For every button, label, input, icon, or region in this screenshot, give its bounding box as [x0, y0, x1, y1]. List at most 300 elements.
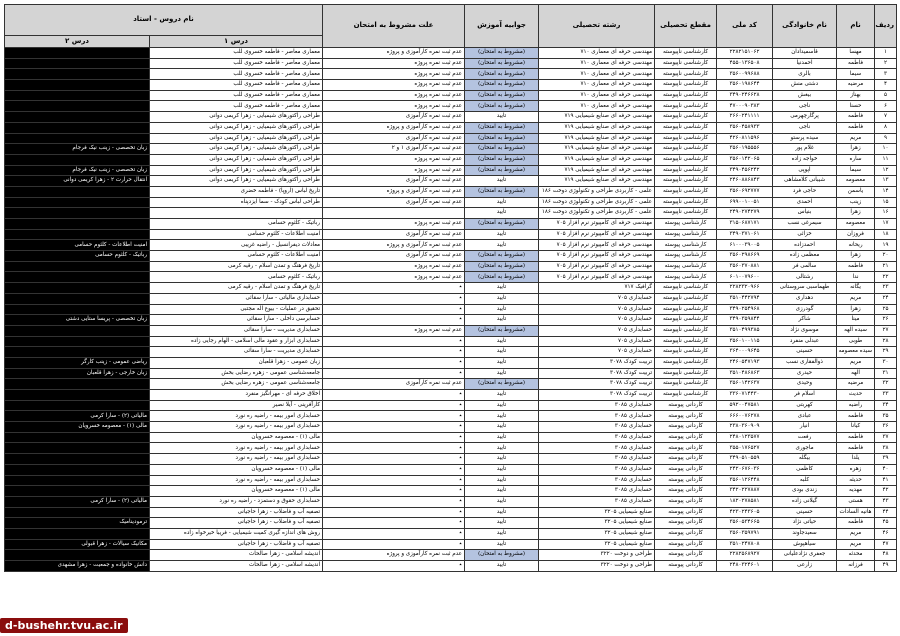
- cell-edu-answer: (مشروط به امتحان): [465, 133, 539, 144]
- cell-row-number: ۲۴: [875, 293, 897, 304]
- cell-reason: ٭: [323, 528, 465, 539]
- cell-row-number: ۷: [875, 112, 897, 123]
- cell-field: مهندسی حرفه ای کامپیوتر نرم افزار ۷۰۵: [539, 219, 655, 230]
- cell-level: کارشناسی ناپیوسته: [655, 165, 717, 176]
- cell-course-2: [5, 90, 150, 101]
- table-row: [5, 229, 897, 240]
- table-row: [5, 336, 897, 347]
- table-row: [5, 58, 897, 69]
- cell-field: صنایع شیمیایی ۳۲۰۵: [539, 528, 655, 539]
- cell-level: کارشناسی ناپیوسته: [655, 315, 717, 326]
- cell-field: حسابداری ۳۰۸۵: [539, 496, 655, 507]
- cell-field: صنایع شیمیایی ۳۲۰۵: [539, 539, 655, 550]
- cell-row-number: ۲۵: [875, 304, 897, 315]
- cell-level: کارشناسی ناپیوسته: [655, 144, 717, 155]
- cell-row-number: ۲۱: [875, 261, 897, 272]
- cell-level: کارشناسی ناپیوسته: [655, 58, 717, 69]
- table-row: [5, 48, 897, 59]
- cell-reason: عدم ثبت نمره پروژه: [323, 219, 465, 230]
- cell-field: مهندسی حرفه ای کامپیوتر نرم افزار ۷۰۵: [539, 272, 655, 283]
- cell-row-number: ۴۰: [875, 464, 897, 475]
- cell-reason: عدم ثبت نمره کارآموزی و پروژه: [323, 122, 465, 133]
- cell-name: یگانه: [837, 283, 875, 294]
- header-courses: نام دروس - استاد: [5, 5, 323, 36]
- cell-field: مهندسی حرفه ای صنایع شیمیایی ۷۱۹: [539, 165, 655, 176]
- cell-national-code: ۳۵۶۰۴۵۸۹۳۳: [717, 122, 773, 133]
- cell-row-number: ۴۳: [875, 496, 897, 507]
- cell-edu-answer: تایید: [465, 229, 539, 240]
- cell-national-code: ۳۵۶۰۲۹۸۶۶۹: [717, 251, 773, 262]
- cell-family: رشتالی: [773, 272, 837, 283]
- cell-course-2: [5, 400, 150, 411]
- cell-row-number: ۳۴: [875, 400, 897, 411]
- cell-course-1: طراحی راکتورهای شیمیایی - زهرا کریمی دوانی: [150, 112, 323, 123]
- cell-reason: ٭: [323, 561, 465, 572]
- table-row: [5, 69, 897, 80]
- cell-national-code: ۲۴۶۰۵۴۷۱۹۳: [717, 357, 773, 368]
- cell-edu-answer: (مشروط به امتحان): [465, 58, 539, 69]
- cell-edu-answer: تایید: [465, 400, 539, 411]
- cell-edu-answer: تایید: [465, 561, 539, 572]
- cell-family: انیار: [773, 422, 837, 433]
- cell-row-number: ۹: [875, 133, 897, 144]
- cell-level: کارشناسی ناپیوسته: [655, 283, 717, 294]
- cell-course-2: [5, 293, 150, 304]
- cell-name: مرضیه: [837, 379, 875, 390]
- cell-course-1: طراحی راکتورهای شیمیایی - زهرا کریمی دوانی: [150, 165, 323, 176]
- cell-course-1: رباتیک - کلثوم حسامی: [150, 219, 323, 230]
- table-row: [5, 432, 897, 443]
- cell-row-number: ۴۲: [875, 486, 897, 497]
- cell-name: مینا: [837, 315, 875, 326]
- cell-field: تربیت کودک ۳۰۷۸: [539, 379, 655, 390]
- cell-course-2: [5, 101, 150, 112]
- cell-field: حسابداری ۷۰۵: [539, 293, 655, 304]
- cell-level: کارشناسی ناپیوسته: [655, 208, 717, 219]
- cell-course-1: معادلات دیفرانسیل - راضیه غریبی: [150, 240, 323, 251]
- cell-course-1: حسابداری ابزار و عقود مالی اسلامی - الهام رجایی زاده: [150, 336, 323, 347]
- cell-reason: عدم ثبت نمره کارآموزی: [323, 112, 465, 123]
- cell-course-1: معماری معاصر - فاطمه خسروی للب: [150, 58, 323, 69]
- cell-field: حسابداری ۳۰۸۵: [539, 422, 655, 433]
- header-field: رشته تحصیلی: [539, 5, 655, 48]
- cell-reason: عدم ثبت نمره کارآموزی و پروژه: [323, 550, 465, 561]
- table-row: [5, 379, 897, 390]
- cell-row-number: ۴۱: [875, 475, 897, 486]
- cell-national-code: ۶۶۶۰۰۷۶۲۷۸: [717, 411, 773, 422]
- cell-family: غلام پور: [773, 144, 837, 155]
- cell-name: کیانا: [837, 422, 875, 433]
- cell-field: مهندسی حرفه ای کامپیوتر نرم افزار ۷۰۵: [539, 261, 655, 272]
- cell-level: کاردانی پیوسته: [655, 464, 717, 475]
- cell-name: مریم: [837, 133, 875, 144]
- cell-level: کارشناسی ناپیوسته: [655, 133, 717, 144]
- cell-name: هستی: [837, 496, 875, 507]
- cell-national-code: ۴۲۳۰۲۴۳۶۰۵: [717, 507, 773, 518]
- cell-reason: ٭: [323, 357, 465, 368]
- cell-course-1: حسابداری امور بیمه - راضیه ره نورد: [150, 475, 323, 486]
- table-row: [5, 496, 897, 507]
- cell-national-code: ۲۴۲۰۶۷۶۰۳۶: [717, 464, 773, 475]
- cell-course-2: [5, 486, 150, 497]
- cell-course-2: [5, 336, 150, 347]
- cell-course-1: طراحی راکتورهای شیمیایی - زهرا کریمی دوانی: [150, 144, 323, 155]
- cell-course-2: مالی (۱) - معصومه خسرویان: [5, 422, 150, 433]
- cell-course-1: طراحی راکتورهای شیمیایی - زهرا کریمی دوانی: [150, 133, 323, 144]
- cell-course-2: ترمودینامیک: [5, 518, 150, 529]
- cell-row-number: ۱۰: [875, 144, 897, 155]
- header-course-1: درس ۱: [150, 36, 323, 48]
- cell-edu-answer: تایید: [465, 518, 539, 529]
- cell-course-1: طراحی راکتورهای شیمیایی - زهرا کریمی دوانی: [150, 176, 323, 187]
- cell-row-number: ۴۶: [875, 528, 897, 539]
- cell-reason: عدم ثبت نمره پروژه: [323, 165, 465, 176]
- cell-course-2: [5, 347, 150, 358]
- cell-reason: [323, 208, 465, 219]
- cell-field: گرافیک ۷۱۷: [539, 283, 655, 294]
- header-family: نام خانوادگی: [773, 5, 837, 48]
- cell-level: کارشناسی ناپیوسته: [655, 48, 717, 59]
- cell-edu-answer: (مشروط به امتحان): [465, 122, 539, 133]
- cell-field: مهندسی حرفه ای کامپیوتر نرم افزار ۷۰۵: [539, 229, 655, 240]
- cell-family: وحیدی: [773, 379, 837, 390]
- cell-family: زارعی: [773, 561, 837, 572]
- table-row: [5, 240, 897, 251]
- cell-family: گودرزی: [773, 304, 837, 315]
- cell-family: بیگله: [773, 454, 837, 465]
- cell-level: کاردانی پیوسته: [655, 518, 717, 529]
- table-row: [5, 90, 897, 101]
- cell-course-1: حسابداری امور بیمه - راضیه ره نورد: [150, 443, 323, 454]
- cell-edu-answer: تایید: [465, 293, 539, 304]
- cell-name: بهناز: [837, 90, 875, 101]
- cell-course-1: تصفیه آب و فاضلاب - زهرا حاجیانی: [150, 518, 323, 529]
- cell-row-number: ۴۴: [875, 507, 897, 518]
- cell-field: مهندسی حرفه ای معماری ۷۱۰: [539, 69, 655, 80]
- cell-name: فاطمه: [837, 432, 875, 443]
- cell-reason: ٭: [323, 454, 465, 465]
- cell-name: فاطمه: [837, 112, 875, 123]
- cell-reason: عدم ثبت نمره کارآموزی و پروژه: [323, 48, 465, 59]
- cell-name: فاطمه: [837, 443, 875, 454]
- table-row: [5, 101, 897, 112]
- table-row: [5, 454, 897, 465]
- cell-national-code: ۳۵۱۰۴۴۲۷۹۴: [717, 293, 773, 304]
- cell-name: ریحانه: [837, 240, 875, 251]
- cell-course-2: [5, 507, 150, 518]
- cell-reason: عدم ثبت نمره پروژه: [323, 80, 465, 91]
- cell-course-1: مالی (۱) - معصومه خسرویان: [150, 486, 323, 497]
- table-row: [5, 144, 897, 155]
- cell-course-2: [5, 69, 150, 80]
- table-row: [5, 390, 897, 401]
- cell-national-code: ۳۴۹۰۲۴۶۶۲۸: [717, 90, 773, 101]
- cell-edu-answer: (مشروط به امتحان): [465, 272, 539, 283]
- cell-field: مهندسی حرفه ای معماری ۷۱۰: [539, 48, 655, 59]
- cell-name: سیما: [837, 69, 875, 80]
- cell-row-number: ۳۶: [875, 422, 897, 433]
- cell-reason: عدم ثبت نمره کارآموزی: [323, 251, 465, 262]
- cell-reason: ٭: [323, 293, 465, 304]
- cell-course-1: حسابداری مالیاتی - سارا سقائی: [150, 293, 323, 304]
- cell-course-2: [5, 432, 150, 443]
- cell-name: معصومه: [837, 176, 875, 187]
- table-row: [5, 272, 897, 283]
- cell-family: حیدری: [773, 368, 837, 379]
- cell-field: علمی - کاربردی طراحی و تکنولوژی دوخت ۱۸۶: [539, 197, 655, 208]
- cell-edu-answer: تایید: [465, 422, 539, 433]
- cell-name: حدیث: [837, 390, 875, 401]
- table-row: [5, 507, 897, 518]
- cell-edu-answer: تایید: [465, 464, 539, 475]
- cell-field: مهندسی حرفه ای معماری ۷۱۰: [539, 90, 655, 101]
- cell-course-2: ریاضی عمومی - زینب کارگر: [5, 357, 150, 368]
- cell-family: کهربتی: [773, 400, 837, 411]
- cell-course-1: حسابداری مدیریت - سارا سقائی: [150, 347, 323, 358]
- header-course-2: درس ۲: [5, 36, 150, 48]
- cell-field: مهندسی حرفه ای معماری ۷۱۰: [539, 58, 655, 69]
- table-row: [5, 357, 897, 368]
- cell-course-2: [5, 122, 150, 133]
- cell-level: کارشناسی ناپیوسته: [655, 186, 717, 197]
- cell-course-2: امنیت اطلاعات - کلثوم حسامی: [5, 240, 150, 251]
- table-row: [5, 368, 897, 379]
- cell-row-number: ۲۹: [875, 347, 897, 358]
- cell-level: کارشناسی ناپیوسته: [655, 347, 717, 358]
- cell-course-2: [5, 80, 150, 91]
- cell-course-1: معماری معاصر - فاطمه خسروی للب: [150, 90, 323, 101]
- cell-course-1: تاریخ فرهنگ و تمدن اسلام - رقیه کرمی: [150, 283, 323, 294]
- cell-field: مهندسی حرفه ای صنایع شیمیایی ۷۱۹: [539, 176, 655, 187]
- cell-field: مهندسی حرفه ای صنایع شیمیایی ۷۱۹: [539, 112, 655, 123]
- cell-family: موسوی نژاد: [773, 325, 837, 336]
- cell-family: پرگارچهرمی: [773, 112, 837, 123]
- cell-course-1: طراحی لباس کودک - سما ایزدپناه: [150, 197, 323, 208]
- cell-edu-answer: تایید: [465, 368, 539, 379]
- cell-row-number: ۳۱: [875, 368, 897, 379]
- cell-course-1: حسابداری امور بیمه - راضیه ره نورد: [150, 422, 323, 433]
- cell-edu-answer: تایید: [465, 539, 539, 550]
- cell-course-2: [5, 272, 150, 283]
- cell-level: کارشناسی پیوسته: [655, 219, 717, 230]
- table-row: [5, 261, 897, 272]
- cell-family: احمدنیا: [773, 58, 837, 69]
- table-row: [5, 176, 897, 187]
- cell-reason: عدم ثبت نمره کارآموزی: [323, 133, 465, 144]
- cell-national-code: ۴۲۶۰۸۱۱۵۹۶: [717, 133, 773, 144]
- cell-course-1: امنیت اطلاعات - کلثوم حسامی: [150, 251, 323, 262]
- header-name: نام: [837, 5, 875, 48]
- cell-row-number: ۲: [875, 58, 897, 69]
- cell-field: حسابداری ۷۰۵: [539, 347, 655, 358]
- cell-course-1: تصفیه آب و فاضلاب - زهرا حاجیانی: [150, 539, 323, 550]
- cell-field: طراحی و دوخت ۳۲۲۰: [539, 550, 655, 561]
- cell-family: سعیدجاوند: [773, 528, 837, 539]
- cell-national-code: ۴۵۵۰۱۳۶۵۰۸: [717, 58, 773, 69]
- cell-level: کارشناسی ناپیوسته: [655, 379, 717, 390]
- cell-level: کاردانی پیوسته: [655, 528, 717, 539]
- cell-family: ذوالفقاری نسب: [773, 357, 837, 368]
- cell-course-1: اخلاق حرفه ای - مهرانگیز منفرد: [150, 390, 323, 401]
- cell-course-2: مکانیک سیالات - زهرا قبولی: [5, 539, 150, 550]
- cell-edu-answer: (مشروط به امتحان): [465, 165, 539, 176]
- cell-reason: ٭: [323, 315, 465, 326]
- cell-field: حسابداری ۳۰۸۵: [539, 400, 655, 411]
- cell-name: مریم: [837, 528, 875, 539]
- cell-level: کارشناسی ناپیوسته: [655, 69, 717, 80]
- cell-family: خزائی: [773, 229, 837, 240]
- cell-course-2: مالیاتی (۲) - سارا کرمی: [5, 496, 150, 507]
- cell-course-1: رباتیک - کلثوم حسامی: [150, 272, 323, 283]
- table-row: [5, 122, 897, 133]
- cell-name: هانیه السادات: [837, 507, 875, 518]
- cell-row-number: ۵: [875, 90, 897, 101]
- cell-edu-answer: (مشروط به امتحان): [465, 550, 539, 561]
- table-row: [5, 219, 897, 230]
- cell-row-number: ۱۷: [875, 219, 897, 230]
- cell-course-1: معماری معاصر - فاطمه خسروی للب: [150, 48, 323, 59]
- cell-course-1: معماری معاصر - فاطمه خسروی للب: [150, 80, 323, 91]
- cell-family: حسینی: [773, 347, 837, 358]
- cell-reason: ٭: [323, 283, 465, 294]
- cell-level: کارشناسی ناپیوسته: [655, 90, 717, 101]
- cell-edu-answer: (مشروط به امتحان): [465, 101, 539, 112]
- cell-course-1: تاریخ لباس (اروپا) - فاطمه خضری: [150, 186, 323, 197]
- cell-edu-answer: (مشروط به امتحان): [465, 48, 539, 59]
- cell-course-1: اندیشه اسلامی - زهرا صالحات: [150, 550, 323, 561]
- cell-national-code: ۳۵۱۰۴۹۹۳۸۵: [717, 325, 773, 336]
- cell-family: رفعت: [773, 432, 837, 443]
- cell-field: حسابداری ۳۰۸۵: [539, 432, 655, 443]
- table-row: [5, 80, 897, 91]
- cell-level: کارشناسی ناپیوسته: [655, 154, 717, 165]
- cell-name: زهرا: [837, 251, 875, 262]
- cell-course-1: حسابداری امور بیمه - راضیه ره نورد: [150, 454, 323, 465]
- cell-course-2: [5, 464, 150, 475]
- cell-row-number: ۲۲: [875, 272, 897, 283]
- cell-family: حسینی: [773, 507, 837, 518]
- cell-level: کارشناسی ناپیوسته: [655, 176, 717, 187]
- cell-course-2: [5, 197, 150, 208]
- cell-row-number: ۱: [875, 48, 897, 59]
- cell-family: جعفری نژادعلیانی: [773, 550, 837, 561]
- cell-edu-answer: تایید: [465, 304, 539, 315]
- cell-edu-answer: (مشروط به امتحان): [465, 186, 539, 197]
- cell-family: بنیاس: [773, 208, 837, 219]
- cell-reason: ٭: [323, 464, 465, 475]
- cell-level: کارشناسی ناپیوسته: [655, 390, 717, 401]
- cell-name: فاطمه: [837, 411, 875, 422]
- cell-reason: ٭: [323, 336, 465, 347]
- cell-national-code: ۵۹۲۰۰۴۷۵۸۱: [717, 400, 773, 411]
- cell-edu-answer: (مشروط به امتحان): [465, 154, 539, 165]
- cell-row-number: ۴۵: [875, 518, 897, 529]
- cell-level: کارشناسی ناپیوسته: [655, 101, 717, 112]
- cell-row-number: ۱۹: [875, 240, 897, 251]
- cell-reason: ٭: [323, 411, 465, 422]
- cell-field: حسابداری ۷۰۵: [539, 304, 655, 315]
- cell-edu-answer: تایید: [465, 411, 539, 422]
- cell-row-number: ۱۳: [875, 176, 897, 187]
- cell-edu-answer: (مشروط به امتحان): [465, 90, 539, 101]
- table-row: [5, 251, 897, 262]
- cell-level: کاردانی پیوسته: [655, 496, 717, 507]
- cell-name: یلدا: [837, 454, 875, 465]
- header-national-code: کد ملی: [717, 5, 773, 48]
- cell-row-number: ۶: [875, 101, 897, 112]
- cell-course-2: [5, 454, 150, 465]
- cell-row-number: ۴۸: [875, 550, 897, 561]
- cell-course-2: [5, 325, 150, 336]
- cell-name: زینب: [837, 197, 875, 208]
- table-row: [5, 528, 897, 539]
- cell-field: مهندسی حرفه ای صنایع شیمیایی ۷۱۹: [539, 122, 655, 133]
- cell-reason: ٭: [323, 347, 465, 358]
- cell-course-2: دانش خانواده و جمعیت - زهرا مشهدی: [5, 561, 150, 572]
- cell-national-code: ۲۲۸۲۱۵۱۰۶۲: [717, 48, 773, 59]
- table-row: [5, 539, 897, 550]
- cell-course-2: زبان تخصصی - زینب نیک فرجام: [5, 144, 150, 155]
- cell-field: حسابداری ۷۰۵: [539, 325, 655, 336]
- cell-course-1: حسابداری امور بیمه - راضیه ره نورد: [150, 411, 323, 422]
- cell-edu-answer: (مشروط به امتحان): [465, 69, 539, 80]
- cell-national-code: ۳۵۶۰۵۳۴۶۶۵: [717, 518, 773, 529]
- header-row-number: ردیف: [875, 5, 897, 48]
- header-reason: علت مشروط به امتحان: [323, 5, 465, 48]
- cell-family: ماجوری: [773, 443, 837, 454]
- cell-family: کاظمی: [773, 464, 837, 475]
- cell-name: راضیه: [837, 400, 875, 411]
- cell-family: بالری: [773, 69, 837, 80]
- cell-national-code: ۳۵۱۰۲۴۷۸۰۸: [717, 539, 773, 550]
- cell-name: مهدیه: [837, 486, 875, 497]
- cell-family: حیاتی نژاد: [773, 518, 837, 529]
- cell-edu-answer: تایید: [465, 432, 539, 443]
- cell-course-2: [5, 443, 150, 454]
- cell-national-code: ۳۵۶۰۱۹۵۵۵۶: [717, 144, 773, 155]
- cell-reason: عدم ثبت نمره پروژه: [323, 261, 465, 272]
- student-table: [4, 4, 897, 572]
- cell-national-code: ۳۵۶۰۱۰۰۱۱۵: [717, 336, 773, 347]
- cell-level: کاردانی پیوسته: [655, 486, 717, 497]
- cell-family: دشتی منش: [773, 80, 837, 91]
- cell-family: اپوپی: [773, 165, 837, 176]
- cell-field: مهندسی حرفه ای صنایع شیمیایی ۷۱۹: [539, 133, 655, 144]
- cell-reason: عدم ثبت نمره پروژه: [323, 90, 465, 101]
- cell-reason: ٭: [323, 475, 465, 486]
- table-row: [5, 400, 897, 411]
- cell-course-1: معماری معاصر - فاطمه خسروی للب: [150, 101, 323, 112]
- cell-field: تربیت کودک ۳۰۷۸: [539, 357, 655, 368]
- cell-row-number: ۳۵: [875, 411, 897, 422]
- cell-reason: ٭: [323, 432, 465, 443]
- table-row: [5, 283, 897, 294]
- cell-name: ساره: [837, 154, 875, 165]
- cell-name: محدثه: [837, 550, 875, 561]
- cell-edu-answer: تایید: [465, 208, 539, 219]
- cell-national-code: ۳۴۲۰۲۲۷۸۸۷: [717, 486, 773, 497]
- cell-level: کارشناسی ناپیوسته: [655, 368, 717, 379]
- cell-course-2: [5, 219, 150, 230]
- table-row: [5, 165, 897, 176]
- cell-national-code: ۳۴۹۰۴۵۶۲۴۲: [717, 165, 773, 176]
- cell-national-code: ۲۶۶۰۲۴۱۱۱۱: [717, 112, 773, 123]
- cell-edu-answer: (مشروط به امتحان): [465, 261, 539, 272]
- cell-row-number: ۳: [875, 69, 897, 80]
- cell-national-code: ۳۵۶۰۶۹۲۷۷۷: [717, 186, 773, 197]
- cell-row-number: ۱۴: [875, 186, 897, 197]
- cell-reason: عدم ثبت نمره پروژه: [323, 325, 465, 336]
